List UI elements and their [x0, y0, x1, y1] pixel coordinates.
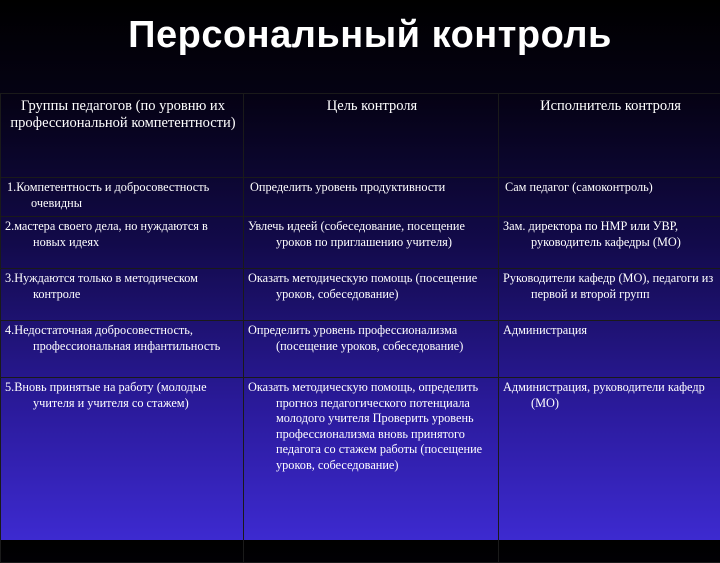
table-row	[1, 217, 720, 269]
cell-executor: Руководители кафедр (МО), педагоги из первой и второй групп	[499, 269, 720, 321]
table-header-row	[1, 94, 720, 178]
cell-goal: Определить уровень профессионализма (посещение уроков, собеседование)	[244, 321, 499, 378]
cell-goal: Оказать методическую помощь (посещение уроков, собеседование)	[244, 269, 499, 321]
cell-executor: Зам. директора по НМР или УВР, руководитель кафедры (МО)	[499, 217, 720, 269]
cell-group: 3.Нуждаются только в методическом контроле	[1, 269, 244, 321]
cell-group: 2.мастера своего дела, но нуждаются в новых идеях	[1, 217, 244, 269]
page-title: Персональный контроль	[0, 14, 720, 57]
cell-goal: Определить уровень продуктивности	[244, 178, 499, 217]
cell-group: 5.Вновь принятые на работу (молодые учителя и учителя со стажем)	[1, 378, 244, 563]
header-executor: Исполнитель контроля	[499, 94, 720, 178]
table-row	[1, 378, 720, 563]
cell-group: 1.Компетентность и добросовестность очевидны	[1, 178, 244, 217]
cell-executor: Сам педагог (самоконтроль)	[499, 178, 720, 217]
header-goal: Цель контроля	[244, 94, 499, 178]
cell-goal: Увлечь идеей (собеседование, посещение уроков по приглашению учителя)	[244, 217, 499, 269]
table-row	[1, 321, 720, 378]
cell-executor: Администрация, руководители кафедр (МО)	[499, 378, 720, 563]
control-table	[0, 93, 720, 563]
header-groups: Группы педагогов (по уровню их профессиональной компетентности)	[1, 94, 244, 178]
cell-goal: Оказать методическую помощь, определить прогноз педагогического потенциала молодого учителя Проверить уровень профессионализма вновь принятого педагога со стажем работы (посещение уроков, собеседование)	[244, 378, 499, 563]
table-row	[1, 178, 720, 217]
cell-executor: Администрация	[499, 321, 720, 378]
table-row	[1, 269, 720, 321]
cell-group: 4.Недостаточная добросовестность, профессиональная инфантильность	[1, 321, 244, 378]
